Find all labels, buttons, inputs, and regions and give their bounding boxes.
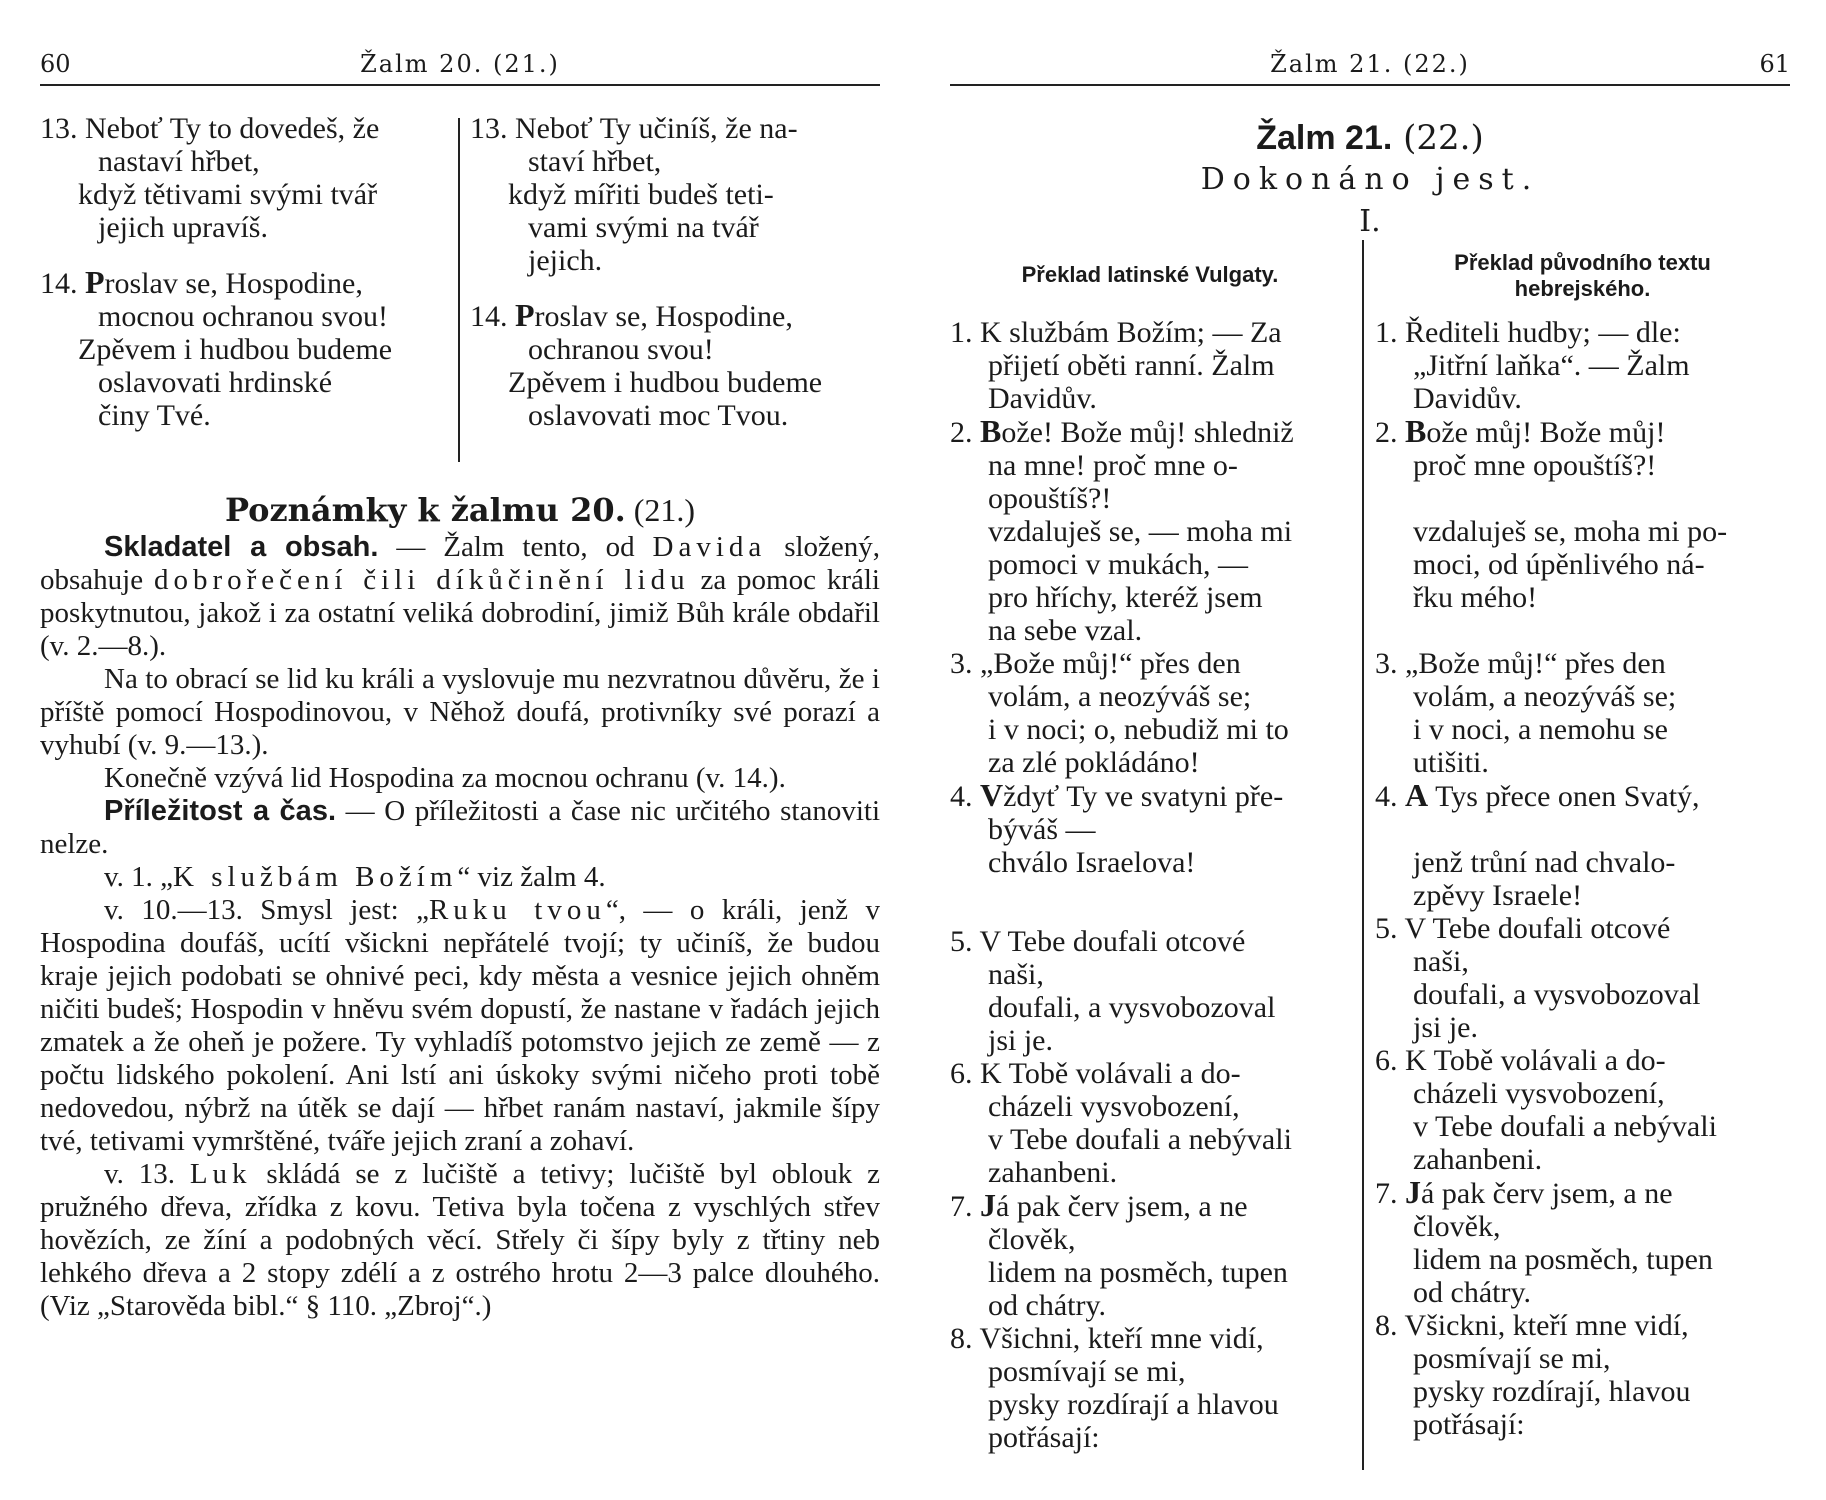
verse-line: oslavovati moc Tvou. [528, 399, 789, 432]
right-page [950, 0, 1790, 1500]
verse-line: zahanbeni. [1413, 1143, 1543, 1176]
initial-letter: P [85, 264, 105, 300]
verse-line: á pak červ jsem, a ne [1421, 1177, 1673, 1210]
verse-number: 8. [1375, 1309, 1398, 1342]
verse-line: chválo Israelova! [988, 846, 1196, 879]
verse-line: potřásají: [1413, 1408, 1525, 1441]
verse-line: Davidův. [988, 382, 1097, 415]
column-head-line: Překlad původního textu [1454, 250, 1711, 275]
verse-line: K službám Božím; — Za [980, 316, 1282, 349]
verse-line: řku mého! [1413, 581, 1538, 614]
initial-letter: B [1405, 413, 1427, 449]
verse-number: 13. [40, 112, 78, 145]
verse-line: doufali, a vysvobozoval [988, 991, 1276, 1024]
initial-letter: J [980, 1187, 996, 1223]
verse-13-b [470, 112, 880, 145]
verse-7-b [1375, 1176, 1790, 1210]
verse-line: ože! Bože můj! shledniž [1001, 416, 1294, 449]
verse-number: 5. [950, 925, 973, 958]
verse-line: posmívají se mi, [1413, 1342, 1611, 1375]
note-paragraph [40, 795, 880, 861]
verse-number: 6. [1375, 1044, 1398, 1077]
verse-number: 2. [1375, 416, 1398, 449]
verse-number: 1. [1375, 316, 1398, 349]
verse-line: Zpěvem i hudbou budeme [508, 366, 823, 399]
verse-line: lidem na posměch, tupen [1413, 1243, 1713, 1276]
verse-line: roslav se, Hospodine, [104, 267, 363, 300]
left-running-head [40, 44, 880, 86]
left-column-hebrew [470, 112, 880, 432]
note-emphasis: Davida [652, 531, 767, 563]
verse-line: pysky rozdírají, hlavou [1413, 1375, 1691, 1408]
initial-letter: A [1405, 777, 1429, 813]
verse-line: od chátry. [988, 1289, 1107, 1322]
column-head-line: hebrejského. [1514, 276, 1651, 301]
right-column-hebrew [1375, 316, 1790, 1441]
psalm-title-number: (22.) [1403, 118, 1484, 158]
note-emphasis: Ruku tvou [428, 894, 606, 926]
verse-4-a [950, 779, 1350, 813]
notes-title [40, 491, 880, 529]
verse-line: jejich. [528, 244, 603, 277]
verse-line: cházeli vysvobození, [988, 1090, 1240, 1123]
verse-number: 5. [1375, 912, 1398, 945]
verse-line: Neboť Ty to dovedeš, že [85, 112, 380, 145]
note-text: “, — o králi, jenž v Hospodina doufáš, ucítí všickni nepřátelé tvojí; ty učiníš, že budou kraje jejich podobati se ohnivé peci, kdy města a vesnice jejich ohněm ničiti budeš; Hospodin v hněvu svém dopustí, že nastane v řadách jejich zmatek a že oheň je požere. Ty vyhladíš potomstvo jejich ze země — z počtu lidského pokolení. Ani lstí ani úskoky svými ničeho proti tobě nedovedou, nýbrž na útěk se dají — hřbet ranám nastaví, jakmile šípy tvé, tetivami vymrštěné, tváře jejich zraní a zohaví. [40, 894, 880, 1157]
verse-number: 14. [470, 300, 508, 333]
verse-line: od chátry. [1413, 1276, 1532, 1309]
verse-line: za zlé pokládáno! [988, 746, 1200, 779]
verse-8-a [950, 1322, 1350, 1355]
right-column-vulgate [950, 316, 1350, 1454]
initial-letter: P [515, 297, 535, 333]
note-emphasis: K službám Božím [173, 861, 458, 893]
verse-line: K Tobě volávali a do- [980, 1057, 1241, 1090]
verse-line: člověk, [1413, 1210, 1501, 1243]
verse-2-a [950, 415, 1350, 449]
verse-line: Zpěvem i hudbou budeme [78, 333, 393, 366]
note-paragraph [40, 861, 880, 894]
verse-3-a [950, 647, 1350, 680]
note-paragraph [40, 1158, 880, 1323]
verse-number: 1. [950, 316, 973, 349]
right-running-head [950, 44, 1790, 86]
verse-line: opouštíš?! [988, 482, 1112, 515]
verse-8-b [1375, 1309, 1790, 1342]
psalm-title-text: Žalm 21. [1256, 119, 1393, 157]
column-divider [1362, 240, 1364, 1470]
note-text: v. 10.—13. Smysl jest: „ [104, 894, 429, 926]
verse-line: jsi je. [988, 1024, 1053, 1057]
verse-line: býváš — [988, 813, 1096, 846]
verse-number: 7. [1375, 1177, 1398, 1210]
verse-number: 4. [1375, 780, 1398, 813]
verse-number: 2. [950, 416, 973, 449]
verse-number: 6. [950, 1057, 973, 1090]
verse-number: 3. [950, 647, 973, 680]
verse-line: posmívají se mi, [988, 1355, 1186, 1388]
verse-line: „Jitřní laňka“. — Žalm [1413, 349, 1690, 382]
note-emphasis: dobrořečení čili díkůčinění lidu [153, 564, 690, 596]
verse-line: v Tebe doufali a nebývali [1413, 1110, 1717, 1143]
verse-line: „Bože můj!“ přes den [1405, 647, 1666, 680]
verse-line: volám, a neozýváš se; [1413, 680, 1677, 713]
verse-4-b [1375, 779, 1790, 813]
verse-line: Davidův. [1413, 382, 1522, 415]
verse-14-a [40, 266, 445, 300]
note-text: složený, obsahuje [40, 531, 881, 596]
verse-line: na mne! proč mne o- [988, 449, 1238, 482]
verse-line: utišiti. [1413, 746, 1489, 779]
initial-letter: J [1405, 1174, 1421, 1210]
verse-line: volám, a neozýváš se; [988, 680, 1252, 713]
psalm-part: I. [1359, 204, 1381, 239]
verse-line: naši, [1413, 945, 1469, 978]
verse-line: proč mne opouštíš?! [1413, 449, 1657, 482]
column-head-hebrew [1375, 250, 1790, 302]
note-text: skládá se z lučiště a tetivy; lučiště byl oblouk z pružného dřeva, zřídka z kovu. Tetiva byla točena z vyschlých střev hovězích, ze žíní a podobných věcí. Střely či šípy byly z třtiny neb lehkého dřeva a 2 stopy zdélí a z ostrého hrotu 2—3 palce dlouhého. (Viz „Starověda bibl.“ § 110. „Zbroj“.) [40, 1158, 881, 1322]
verse-5-a [950, 925, 1350, 958]
verse-2-b [1375, 415, 1790, 449]
verse-line: doufali, a vysvobozoval [1413, 978, 1701, 1011]
verse-number: 8. [950, 1322, 973, 1355]
verse-1-a [950, 316, 1350, 349]
verse-line: vzdaluješ se, — moha mi [988, 515, 1293, 548]
note-text: v. 13. [104, 1158, 175, 1190]
verse-line: zahanbeni. [988, 1156, 1118, 1189]
verse-line: ochranou svou! [528, 333, 714, 366]
note-paragraph: Na to obrací se lid ku králi a vyslovuje mu nezvratnou důvěru, že i příště pomocí Hospodinovou, v Něhož doufá, protivníky své porazí a vyhubí (v. 9.—13.). [40, 663, 880, 761]
verse-6-a [950, 1057, 1350, 1090]
note-paragraph [40, 531, 880, 663]
verse-number: 14. [40, 267, 78, 300]
verse-line: přijetí oběti ranní. Žalm [988, 349, 1275, 382]
left-column-vulgate [40, 112, 445, 432]
right-header-title: Žalm 21. (22.) [1270, 50, 1470, 78]
verse-line: „Bože můj!“ přes den [980, 647, 1241, 680]
verse-number: 3. [1375, 647, 1398, 680]
note-label: Skladatel a obsah. [104, 531, 379, 563]
verse-line: Tys přece onen Svatý, [1428, 780, 1700, 813]
verse-line: K Tobě volávali a do- [1405, 1044, 1666, 1077]
verse-line: potřásají: [988, 1421, 1100, 1454]
verse-1-b [1375, 316, 1790, 349]
note-text: “ viz žalm 4. [457, 861, 606, 893]
verse-line: ože můj! Bože můj! [1426, 416, 1666, 449]
note-emphasis: Luk [189, 1158, 252, 1190]
verse-line: V Tebe doufali otcové [979, 925, 1246, 958]
verse-line: jenž trůní nad chvalo- [1413, 846, 1676, 879]
verse-line: lidem na posměch, tupen [988, 1256, 1288, 1289]
verse-line: v Tebe doufali a nebývali [988, 1123, 1292, 1156]
verse-line: vzdaluješ se, moha mi po- [1413, 515, 1728, 548]
note-label: Příležitost a čas. [104, 795, 336, 827]
initial-letter: V [980, 777, 1004, 813]
verse-line: vami svými na tvář [528, 211, 759, 244]
verse-line: staví hřbet, [528, 145, 662, 178]
verse-line: cházeli vysvobození, [1413, 1077, 1665, 1110]
column-head-vulgate: Překlad latinské Vulgaty. [1021, 262, 1279, 287]
verse-line: á pak červ jsem, a ne [996, 1190, 1248, 1223]
verse-line: nastaví hřbet, [98, 145, 260, 178]
left-header-title: Žalm 20. (21.) [360, 50, 560, 78]
verse-7-a [950, 1189, 1350, 1223]
verse-line: i v noci, a nemohu se [1413, 713, 1668, 746]
note-text: v. 1. „ [104, 861, 173, 893]
verse-line: když mířiti budeš teti- [508, 178, 774, 211]
verse-line: V Tebe doufali otcové [1404, 912, 1671, 945]
verse-number: 4. [950, 780, 973, 813]
verse-line: mocnou ochranou svou! [98, 300, 388, 333]
note-text: — Žalm tento, od [396, 531, 635, 563]
note-text: — O příležitosti a čase nic určitého stanoviti nelze. [40, 795, 880, 860]
left-page-number: 60 [40, 50, 71, 78]
note-paragraph: Konečně vzývá lid Hospodina za mocnou ochranu (v. 14.). [104, 762, 786, 794]
notes-title-text: Poznámky k žalmu 20. [224, 491, 626, 529]
verse-14-b [470, 299, 880, 333]
psalm-subtitle: Dokonáno jest. [1200, 162, 1540, 197]
note-paragraph [40, 894, 880, 1158]
verse-line: pomoci v mukách, — [988, 548, 1248, 581]
verse-line: na sebe vzal. [988, 614, 1143, 647]
verse-line: Neboť Ty učiníš, že na- [515, 112, 798, 145]
verse-number: 13. [470, 112, 508, 145]
verse-line: když tětivami svými tvář [78, 178, 378, 211]
notes-title-number: (21.) [633, 492, 696, 528]
left-page [40, 0, 880, 1500]
verse-line: člověk, [988, 1223, 1076, 1256]
verse-line: ždyť Ty ve svatyni pře- [1003, 780, 1284, 813]
right-page-number: 61 [1759, 50, 1790, 78]
verse-line: jejich upravíš. [98, 211, 268, 244]
verse-3-b [1375, 647, 1790, 680]
psalm-title [950, 118, 1790, 158]
verse-13-a [40, 112, 445, 145]
verse-line: roslav se, Hospodine, [534, 300, 793, 333]
verse-line: Všichni, kteří mne vidí, [979, 1322, 1264, 1355]
verse-line: činy Tvé. [98, 399, 211, 432]
note-text: za pomoc králi poskytnutou, jakož i za ostatní veliká dobrodiní, jimiž Bůh krále obdařil (v. 2.—8.). [40, 564, 880, 662]
verse-line: oslavovati hrdinské [98, 366, 333, 399]
verse-line: naši, [988, 958, 1044, 991]
column-divider [458, 118, 460, 462]
verse-line: zpěvy Israele! [1413, 879, 1583, 912]
notes-section [40, 491, 881, 1323]
verse-line: i v noci; o, nebudiž mi to [988, 713, 1289, 746]
verse-line: moci, od úpěnlivého ná- [1413, 548, 1705, 581]
verse-line: Všickni, kteří mne vidí, [1404, 1309, 1689, 1342]
initial-letter: B [980, 413, 1002, 449]
verse-5-b [1375, 912, 1790, 945]
verse-line: pysky rozdírají a hlavou [988, 1388, 1279, 1421]
verse-6-b [1375, 1044, 1790, 1077]
verse-number: 7. [950, 1190, 973, 1223]
verse-line: Řediteli hudby; — dle: [1405, 316, 1681, 349]
verse-line: jsi je. [1413, 1011, 1478, 1044]
verse-line: pro hříchy, kteréž jsem [988, 581, 1263, 614]
